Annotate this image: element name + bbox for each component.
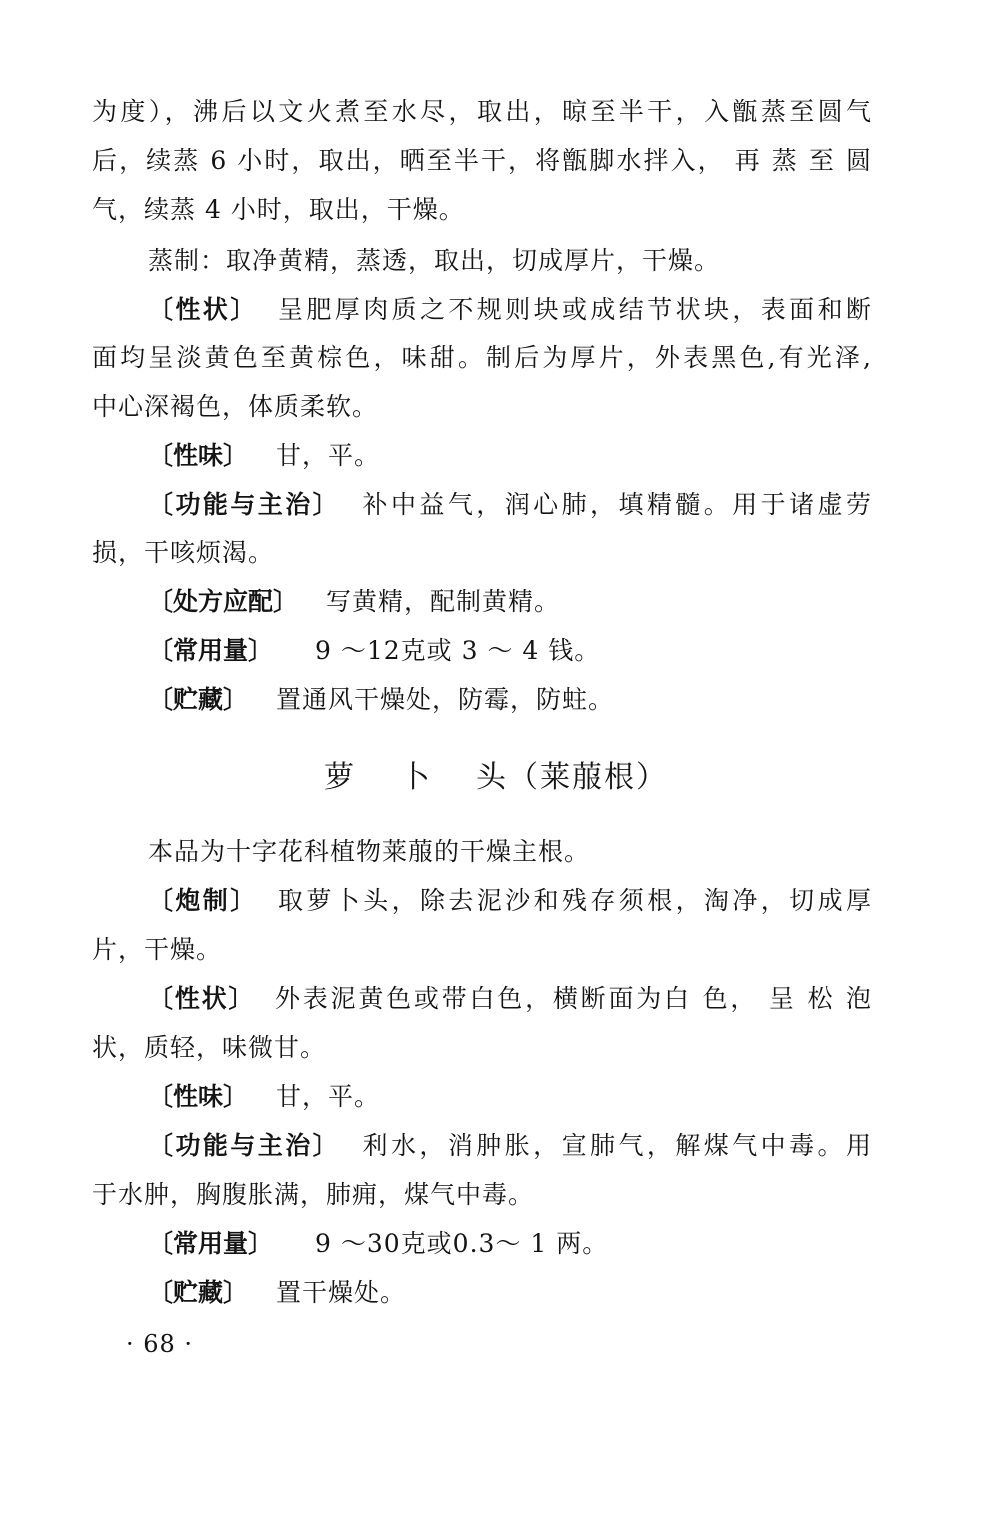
section-tag-dosage: 〔常用量〕 bbox=[148, 636, 274, 665]
function-text: 利水，消肿胀，宣肺气，解煤气中毒。用 bbox=[360, 1131, 872, 1160]
paragraph-line: 于水肿，胸腹胀满，肺痈，煤气中毒。 bbox=[92, 1180, 535, 1209]
property-text: 外表泥黄色或带白色，横断面为白 色， 呈 松 泡 bbox=[273, 984, 872, 1013]
title-char: 萝 bbox=[324, 760, 356, 795]
function-line bbox=[148, 487, 872, 523]
dosage-text: 9 ～30克或0.3～ 1 两。 bbox=[315, 1229, 609, 1258]
storage-text: 置通风干燥处，防霉，防蛀。 bbox=[276, 685, 615, 714]
prescription-text: 写黄精，配制黄精。 bbox=[326, 587, 561, 616]
section-tag-dosage: 〔常用量〕 bbox=[148, 1229, 274, 1258]
paragraph-line: 为度），沸后以文火煮至水尽，取出，晾至半干，入甑蒸至圆气 bbox=[92, 97, 872, 126]
dosage-line bbox=[148, 1226, 872, 1262]
storage-text: 置干燥处。 bbox=[276, 1278, 407, 1307]
taste-text: 甘，平。 bbox=[276, 441, 381, 470]
paragraph-line: 面均呈淡黄色至黄棕色，味甜。制后为厚片，外表黑色,有光泽, bbox=[92, 343, 872, 372]
entry-intro-line: 本品为十字花科植物莱菔的干燥主根。 bbox=[148, 837, 591, 866]
function-text: 补中益气，润心肺，填精髓。用于诸虚劳 bbox=[360, 490, 872, 519]
processing-line bbox=[148, 883, 872, 919]
section-tag-prescription: 〔处方应配〕 bbox=[148, 587, 299, 616]
page-number: · 68 · bbox=[126, 1330, 194, 1358]
property-text: 呈肥厚肉质之不规则块或成结节状块，表面和断 bbox=[275, 295, 872, 324]
prescription-line bbox=[148, 584, 872, 620]
section-tag-taste: 〔性味〕 bbox=[148, 1082, 249, 1111]
section-tag-taste: 〔性味〕 bbox=[148, 441, 249, 470]
title-char: 卜 bbox=[400, 760, 432, 795]
section-tag-storage: 〔贮藏〕 bbox=[148, 1278, 249, 1307]
paragraph-line: 损，干咳烦渴。 bbox=[92, 538, 275, 567]
entry-title bbox=[0, 758, 992, 798]
property-line bbox=[148, 292, 872, 328]
paragraph-line: 后，续蒸 6 小时，取出，晒至半干，将甑脚水拌入， 再 蒸 至 圆 bbox=[92, 146, 872, 175]
taste-text: 甘，平。 bbox=[276, 1082, 381, 1111]
taste-line bbox=[148, 1079, 872, 1115]
section-tag-function: 〔功能与主治〕 bbox=[148, 490, 341, 519]
processing-text: 取萝卜头，除去泥沙和残存须根，淘净，切成厚 bbox=[275, 886, 872, 915]
steam-method-line: 蒸制：取净黄精，蒸透，取出，切成厚片，干燥。 bbox=[148, 246, 721, 275]
title-char: 头（莱菔根） bbox=[476, 760, 668, 795]
section-tag-property: 〔性状〕 bbox=[148, 984, 256, 1013]
section-tag-function: 〔功能与主治〕 bbox=[148, 1131, 341, 1160]
storage-line bbox=[148, 682, 872, 718]
section-tag-storage: 〔贮藏〕 bbox=[148, 685, 249, 714]
paragraph-line: 状，质轻，味微甘。 bbox=[92, 1033, 327, 1062]
paragraph-line: 中心深褐色，体质柔软。 bbox=[92, 392, 379, 421]
function-line bbox=[148, 1128, 872, 1164]
section-tag-processing: 〔炮制〕 bbox=[148, 886, 258, 915]
dosage-text: 9 ～12克或 3 ～ 4 钱。 bbox=[315, 636, 601, 665]
taste-line bbox=[148, 438, 872, 474]
paragraph-line: 片，干燥。 bbox=[92, 935, 223, 964]
paragraph-line: 气，续蒸 4 小时，取出，干燥。 bbox=[92, 195, 465, 224]
section-tag-property: 〔性状〕 bbox=[148, 295, 258, 324]
property-line bbox=[148, 981, 872, 1017]
storage-line bbox=[148, 1275, 872, 1311]
dosage-line bbox=[148, 633, 872, 669]
